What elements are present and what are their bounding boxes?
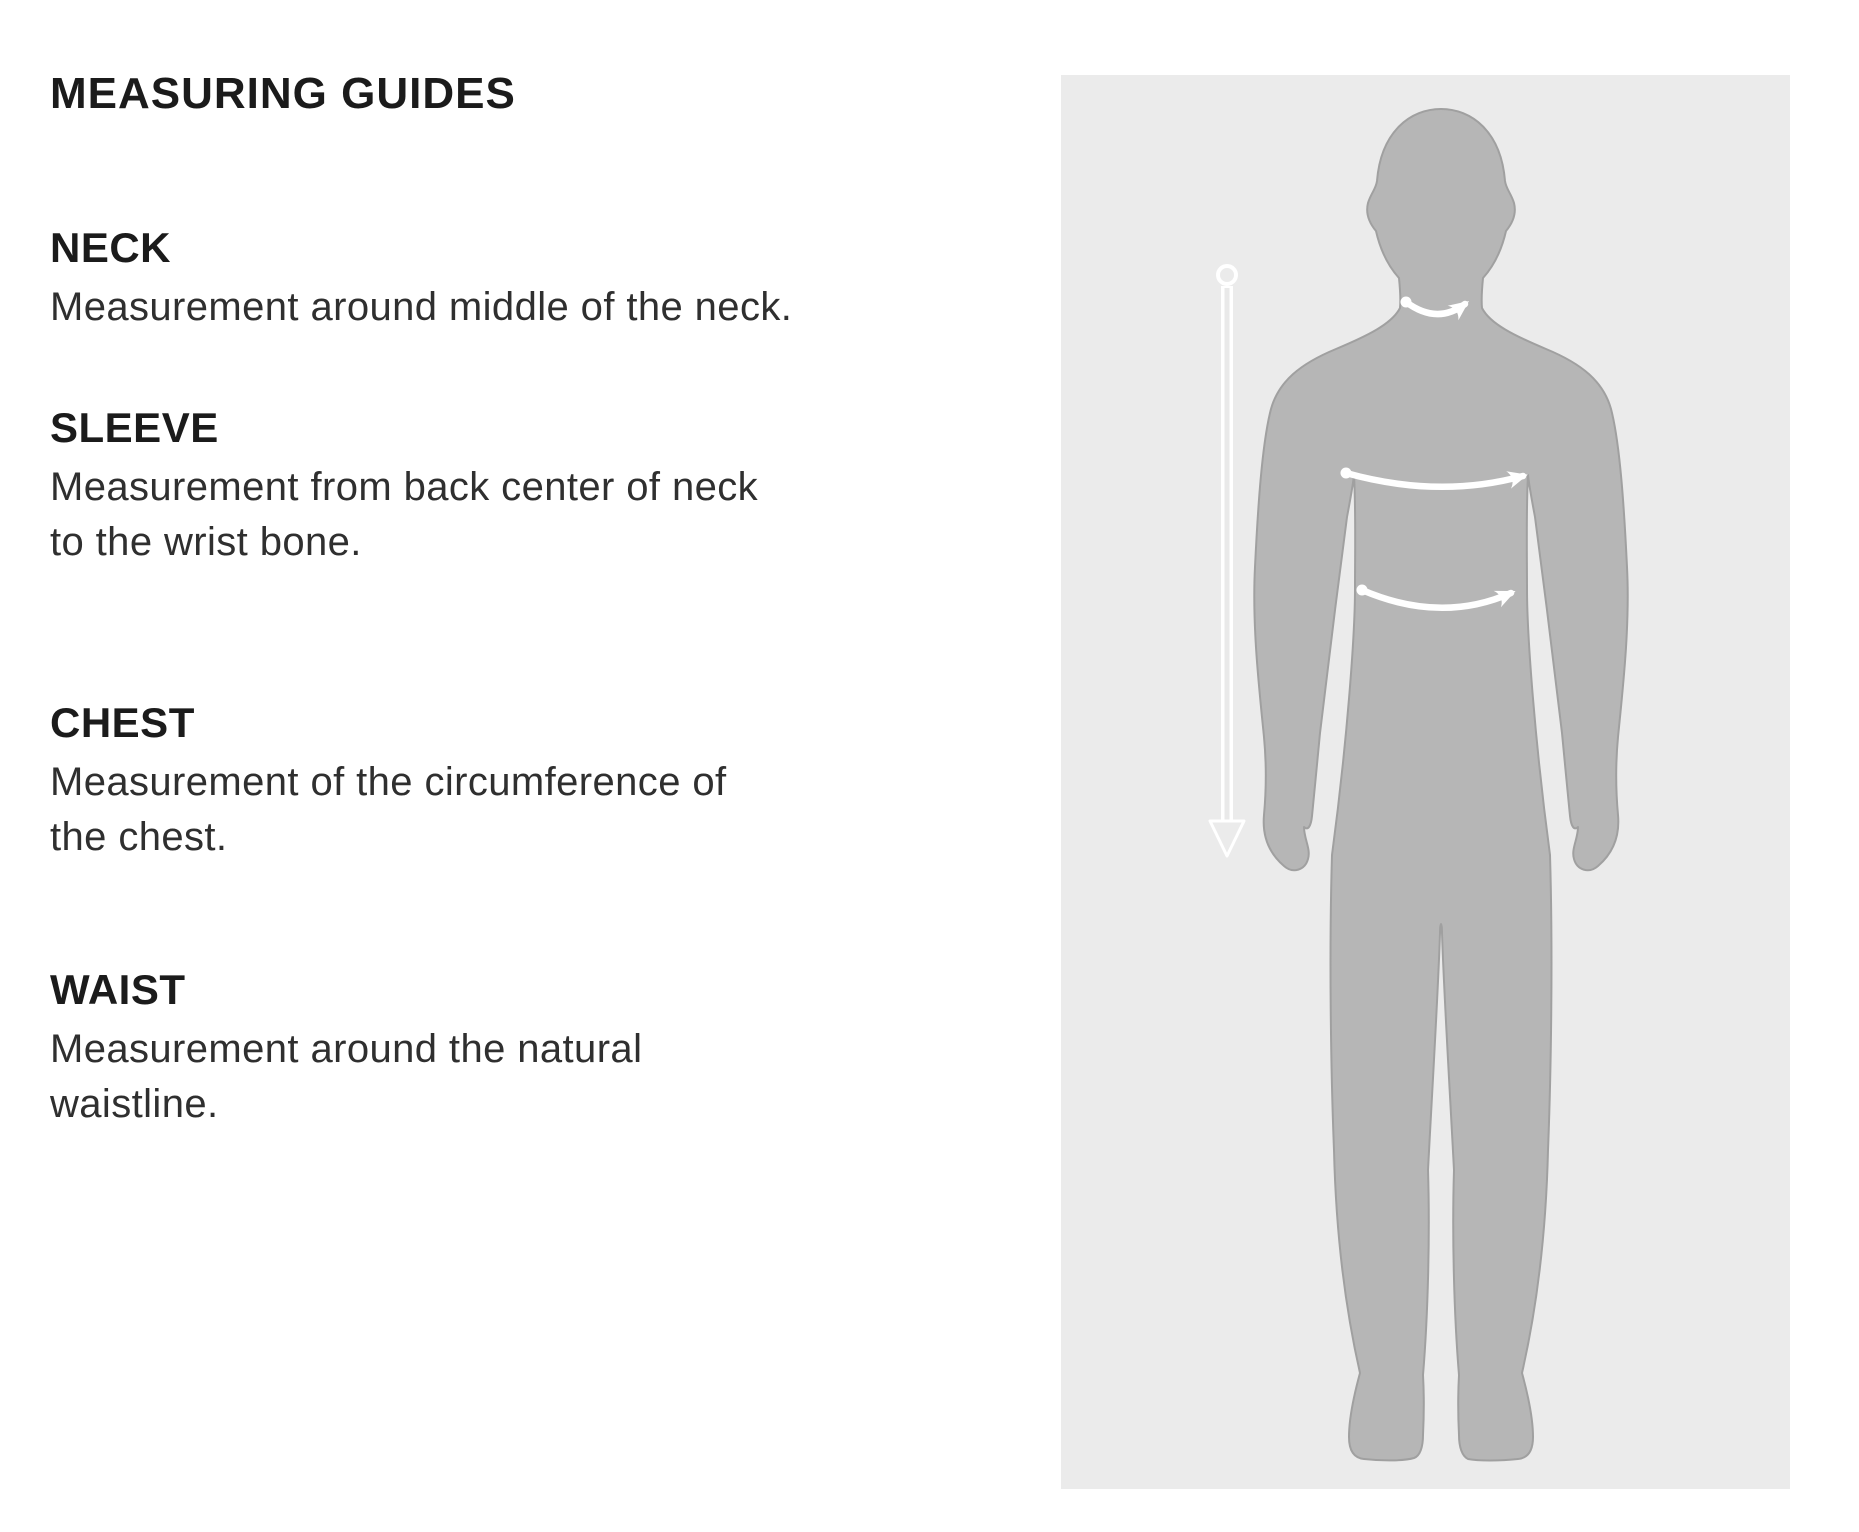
section-sleeve [50, 400, 880, 570]
page-title: MEASURING GUIDES [50, 69, 516, 118]
section-waist-description [50, 1022, 880, 1132]
sleeve-arrow-top-circle [1218, 266, 1236, 284]
description-line: Measurement of the circumference of [50, 760, 727, 804]
description-line: Measurement from back center of neck [50, 465, 759, 509]
section-neck-title: NECK [50, 224, 172, 271]
description-line: Measurement around middle of the neck. [50, 285, 793, 329]
section-chest [50, 695, 880, 865]
section-waist-title: WAIST [50, 966, 186, 1013]
section-chest-description [50, 755, 880, 865]
description-line: Measurement around the natural [50, 1027, 643, 1071]
description-line: the chest. [50, 815, 228, 859]
section-neck [50, 220, 880, 335]
body-measurement-diagram [1061, 75, 1790, 1489]
sleeve-length-arrow [1210, 266, 1244, 856]
section-sleeve-title: SLEEVE [50, 404, 219, 451]
description-line: waistline. [50, 1082, 219, 1126]
section-chest-title: CHEST [50, 699, 195, 746]
figure-panel [1061, 75, 1790, 1489]
section-sleeve-description [50, 460, 880, 570]
sleeve-arrowhead-icon [1210, 821, 1244, 856]
measuring-guides-text [0, 0, 900, 1532]
section-waist [50, 962, 880, 1132]
description-line: to the wrist bone. [50, 520, 362, 564]
section-neck-description [50, 280, 880, 335]
